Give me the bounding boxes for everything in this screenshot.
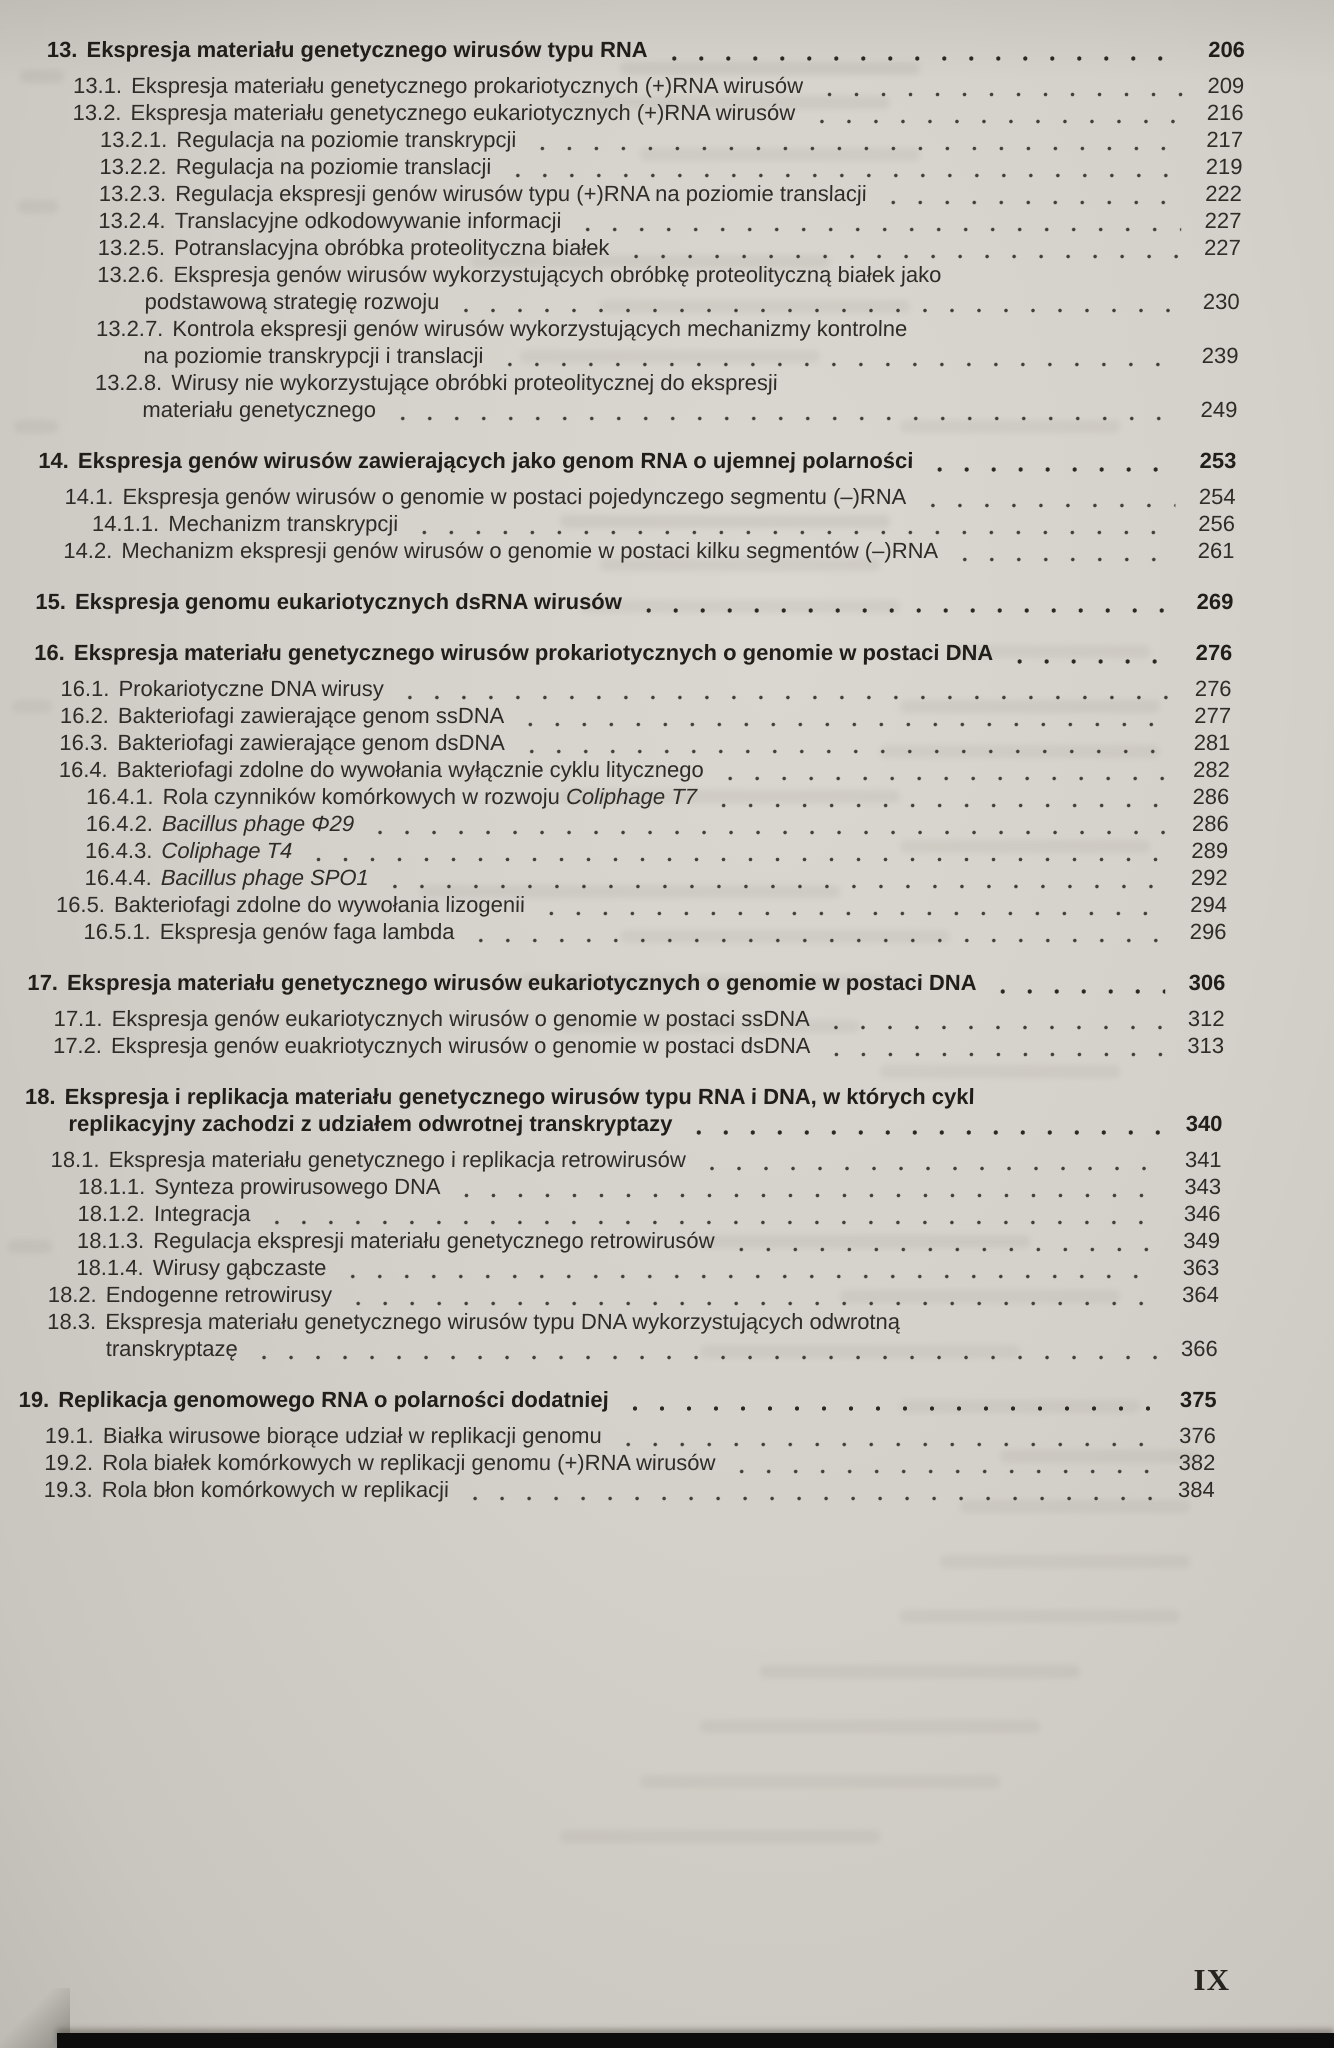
dot-leader (726, 1449, 1155, 1476)
toc-entry (17, 1449, 1216, 1476)
toc-entry (30, 810, 1229, 837)
toc-entry-page: 364 (1181, 1282, 1220, 1307)
toc-entry-number: 14.1.1. (91, 511, 160, 536)
dot-leader (633, 588, 1174, 615)
toc-entry (31, 783, 1230, 810)
toc-entry-number: 18.1.2. (77, 1201, 146, 1226)
dot-leader (261, 1200, 1161, 1227)
dot-leader (814, 72, 1185, 99)
toc-entry-title: Rola błon komórkowych w replikacji (101, 1477, 450, 1502)
toc-entry-page: 261 (1197, 538, 1235, 563)
toc-entry-title: Prokariotyczne DNA wirusy (118, 676, 385, 701)
dot-leader (877, 180, 1182, 207)
dot-leader (806, 99, 1184, 126)
toc-entry-page: 282 (1192, 757, 1231, 782)
toc-entry-number: 18.1.4. (76, 1255, 144, 1280)
dot-leader (612, 1422, 1156, 1449)
dot-leader (249, 1335, 1159, 1362)
toc-entry (30, 837, 1229, 864)
dot-leader (917, 483, 1176, 510)
toc-entry-page: 286 (1191, 811, 1230, 836)
bleedthrough-smudge (700, 1720, 1040, 1733)
toc-entry (27, 969, 1226, 996)
toc-entry-number: 18.3. (47, 1309, 97, 1334)
toc-entry (45, 99, 1244, 126)
toc-entry (41, 288, 1240, 315)
toc-entry-title: Ekspresja materiału genetycznego i replikacja retrowirusów (108, 1147, 687, 1172)
toc-entry-title: materiału genetycznego (142, 397, 377, 422)
toc-entry-title: Regulacja ekspresji genów wirusów typu (+)RNA na poziomie translacji (174, 181, 867, 206)
toc-entry-title: Potranslacyjna obróbka proteolityczna białek (173, 235, 610, 260)
toc-entry-page: 366 (1180, 1336, 1219, 1361)
dot-leader (409, 510, 1175, 537)
toc-entry-page: 343 (1184, 1174, 1222, 1199)
toc-entry (44, 153, 1243, 180)
toc-entry-page: 219 (1205, 154, 1243, 179)
dot-leader (494, 342, 1179, 369)
toc-entry (25, 1083, 1224, 1110)
bleedthrough-smudge (640, 1775, 1000, 1788)
toc-entry (47, 36, 1246, 63)
toc-entry-title: Bakteriofagi zawierające genom ssDNA (117, 703, 505, 728)
toc-entry-page: 269 (1196, 589, 1234, 614)
toc-entry-number: 16.5. (55, 892, 106, 917)
toc-entry-number: 13.2. (72, 100, 122, 125)
dot-leader (337, 1254, 1160, 1281)
toc-entry-page: 341 (1184, 1147, 1222, 1172)
dot-leader (502, 153, 1183, 180)
toc-entry-title: Bacillus phage SPO1 (160, 865, 370, 890)
toc-entry-title: Ekspresja materiału genetycznego wirusów prokariotycznych o genomie w postaci DNA (73, 640, 994, 665)
toc-entry (18, 1386, 1217, 1413)
toc-entry-title: Ekspresja materiału genetycznego prokariotycznych (+)RNA wirusów (130, 73, 804, 98)
toc-entry (43, 234, 1242, 261)
bleedthrough-smudge (900, 1610, 1180, 1623)
toc-entry-number: 14.2. (63, 538, 113, 563)
toc-entry-number: 16.4.3. (84, 838, 153, 863)
toc-entry-title: Mechanizm transkrypcji (168, 511, 399, 536)
dot-leader (460, 1476, 1155, 1503)
dot-leader (658, 36, 1185, 63)
toc-entry-title: Ekspresja i replikacja materiału genetycznego wirusów typu RNA i DNA, w których cykl (64, 1084, 975, 1109)
toc-entry-title: Synteza prowirusowego DNA (154, 1174, 441, 1199)
dot-leader (465, 918, 1167, 945)
toc-entry-number: 16.1. (60, 676, 110, 701)
toc-entry-title: Rola czynników komórkowych w rozwoju Coliphage T7 (162, 784, 698, 809)
toc-entry-title: Wirusy nie wykorzystujące obróbki proteolitycznej do ekspresji (171, 370, 778, 395)
toc-entry-page: 294 (1190, 892, 1228, 917)
toc-entry-title: Translacyjne odkodowywanie informacji (174, 208, 562, 233)
toc-entry-title: Rola białek komórkowych w replikacji genomu (+)RNA wirusów (102, 1450, 716, 1475)
toc-entry-number: 13.2.5. (97, 235, 166, 260)
scan-edge-bar (57, 2033, 1334, 2048)
toc-entry-title: Endogenne retrowirusy (105, 1282, 333, 1307)
toc-entry-page: 216 (1206, 100, 1244, 125)
toc-entry (41, 315, 1240, 342)
dot-leader (450, 288, 1180, 315)
toc-entry (22, 1227, 1221, 1254)
toc-entry-title: Regulacja na poziomie translacji (175, 154, 492, 179)
toc-entry-title: Ekspresja materiału genetycznego wirusów typu RNA (86, 37, 648, 62)
toc-entry-title: Ekspresja materiału genetycznego eukariotycznych (+)RNA wirusów (130, 100, 796, 125)
dot-leader (303, 837, 1168, 864)
toc-entry (44, 180, 1243, 207)
toc-entry-number: 19. (18, 1387, 50, 1412)
toc-entry-number: 16.3. (59, 730, 109, 755)
dot-leader (683, 1110, 1163, 1137)
toc-entry-page: 227 (1203, 235, 1242, 260)
toc-entry-number: 13.1. (72, 73, 123, 98)
toc-entry-page: 313 (1187, 1033, 1225, 1058)
toc-entry-number: 13.2.8. (94, 370, 163, 395)
dot-leader (527, 126, 1183, 153)
toc-entry-number: 19.2. (44, 1450, 94, 1475)
toc-entry (26, 1005, 1225, 1032)
toc-entry (33, 702, 1232, 729)
toc-entry-page: 340 (1185, 1111, 1223, 1136)
toc-entry (40, 369, 1239, 396)
toc-entry-title: Ekspresja genów wirusów wykorzystujących obróbkę proteolityczną białek jako (173, 262, 942, 287)
toc-entry-title: Ekspresja materiału genetycznego wirusów typu DNA wykorzystujących odwrotną (104, 1309, 901, 1334)
toc-entry-title: replikacyjny zachodzi z udziałem odwrotnej transkryptazy (68, 1111, 673, 1136)
toc-entry (35, 588, 1234, 615)
toc-entry (32, 756, 1231, 783)
toc-entry-title: Bakteriofagi zdolne do wywołania wyłącznie cyklu litycznego (116, 757, 705, 782)
toc-entry-page: 276 (1195, 640, 1233, 665)
dot-leader (1004, 639, 1173, 666)
dot-leader (715, 756, 1171, 783)
toc-entry (32, 729, 1231, 756)
page-number-footer: IX (1193, 1962, 1230, 1997)
dot-leader (949, 537, 1175, 564)
toc-entry-page: 256 (1198, 511, 1236, 536)
toc-entry (29, 891, 1228, 918)
toc-entry-page: 222 (1204, 181, 1243, 206)
toc-entry-number: 18.1.1. (77, 1174, 146, 1199)
toc-entry-number: 16.4.2. (85, 811, 154, 836)
toc-entry-number: 16. (34, 640, 66, 665)
toc-entry-number: 16.5.1. (83, 919, 152, 944)
toc-entry-title: Integracja (153, 1201, 251, 1226)
dot-leader (572, 207, 1181, 234)
toc-entry-number: 13.2.3. (98, 181, 167, 206)
dot-leader (343, 1281, 1159, 1308)
toc-entry (42, 261, 1241, 288)
toc-entry-title: Regulacja ekspresji materiału genetycznego retrowirusów (153, 1228, 715, 1253)
dot-leader (697, 1146, 1162, 1173)
toc-entry-title: Wirusy gąbczaste (152, 1255, 327, 1280)
toc-entry (46, 72, 1245, 99)
dot-leader (987, 969, 1165, 996)
toc-entry (40, 342, 1239, 369)
toc-entry (38, 447, 1237, 474)
toc-entry-page: 249 (1200, 397, 1238, 422)
toc-entry-number: 16.2. (59, 703, 110, 728)
bleedthrough-smudge (560, 1830, 880, 1843)
bleedthrough-smudge (760, 1665, 1080, 1678)
toc-entry-title: na poziomie transkrypcji i translacji (143, 343, 484, 368)
toc-entry-page: 230 (1202, 289, 1240, 314)
toc-entry-page: 276 (1194, 676, 1232, 701)
toc-entry-page: 306 (1188, 970, 1226, 995)
toc-entry-title: Ekspresja genów wirusów zawierających jako genom RNA o ujemnej polarności (77, 448, 914, 473)
toc-entry-number: 13.2.1. (99, 127, 168, 152)
toc-entry-title: Ekspresja genów faga lambda (159, 919, 455, 944)
toc-entry-number: 14. (38, 448, 70, 473)
dot-leader (516, 729, 1171, 756)
dot-leader (620, 234, 1181, 261)
toc-entry-number: 13.2.6. (96, 262, 165, 287)
toc-entry-page: 384 (1177, 1477, 1216, 1502)
toc-entry-title: Ekspresja genów eukariotycznych wirusów o genomie w postaci ssDNA (111, 1006, 811, 1031)
toc-entry-page: 253 (1199, 448, 1237, 473)
toc-entry-number: 15. (35, 589, 67, 614)
toc-entry (18, 1422, 1217, 1449)
toc-entry (21, 1254, 1220, 1281)
toc-entry-page: 296 (1189, 919, 1227, 944)
toc-entry-page: 376 (1178, 1423, 1217, 1448)
toc-entry-title: Replikacja genomowego RNA o polarności dodatniej (58, 1387, 610, 1412)
dot-leader (387, 396, 1178, 423)
toc-entry-page: 209 (1207, 73, 1245, 98)
toc-entry (45, 126, 1244, 153)
toc-entry-number: 13. (46, 37, 78, 62)
toc-entry-number: 16.4. (58, 757, 109, 782)
dot-leader (451, 1173, 1161, 1200)
toc-entry-page: 277 (1194, 703, 1232, 728)
toc-entry-title: podstawową strategię rozwoju (144, 289, 440, 314)
toc-entry-page: 281 (1193, 730, 1231, 755)
dot-leader (536, 891, 1168, 918)
dot-leader (821, 1032, 1164, 1059)
toc-entry-page: 346 (1183, 1201, 1221, 1226)
toc-entry-number: 13.2.2. (99, 154, 168, 179)
toc-entry-page: 382 (1178, 1450, 1216, 1475)
toc-entry-title: Coliphage T4 (161, 838, 293, 863)
toc-entry-number: 19.3. (43, 1477, 93, 1502)
dot-leader (924, 447, 1177, 474)
dot-leader (515, 702, 1171, 729)
toc-entry-number: 17. (27, 970, 59, 995)
toc-entry (37, 510, 1236, 537)
toc-entry-page: 349 (1183, 1228, 1221, 1253)
toc-entry (36, 537, 1235, 564)
toc-entry-title: Kontrola ekspresji genów wirusów wykorzystujących mechanizmy kontrolne (172, 316, 908, 341)
toc-entry-title: Mechanizm ekspresji genów wirusów o genomie w postaci kilku segmentów (–)RNA (121, 538, 939, 563)
toc-entry-title: Bakteriofagi zdolne do wywołania lizogenii (113, 892, 526, 917)
toc-entry (39, 396, 1238, 423)
toc-entry-number: 18.2. (47, 1282, 98, 1307)
dot-leader (619, 1386, 1156, 1413)
toc-entry-number: 19.1. (44, 1423, 95, 1448)
toc-entry-number: 13.2.7. (95, 316, 164, 341)
toc-entry-page: 289 (1191, 838, 1229, 863)
toc-entry (19, 1335, 1218, 1362)
toc-entry-title: Ekspresja genomu eukariotycznych dsRNA wirusów (74, 589, 623, 614)
toc-entry-page: 375 (1179, 1387, 1217, 1412)
toc-entry (17, 1476, 1216, 1503)
toc-entry-number: 16.4.4. (84, 865, 153, 890)
toc-entry-number: 18. (24, 1084, 56, 1109)
toc-entry-page: 239 (1201, 343, 1239, 368)
toc-entry-number: 17.2. (52, 1033, 103, 1058)
toc-entry-title: Ekspresja materiału genetycznego wirusów eukariotycznych o genomie w postaci DNA (66, 970, 977, 995)
toc-entry-title: Regulacja na poziomie transkrypcji (176, 127, 517, 152)
dot-leader (821, 1005, 1165, 1032)
toc-entry (29, 864, 1228, 891)
toc-entry-title: Ekspresja genów euakriotycznych wirusów o genomie w postaci dsDNA (110, 1033, 811, 1058)
toc-entry-number: 16.4.1. (86, 784, 154, 809)
dot-leader (725, 1227, 1160, 1254)
toc-entry-title: Bacillus phage Φ29 (161, 811, 355, 836)
toc-entry (34, 639, 1233, 666)
toc-entry (26, 1032, 1225, 1059)
toc-entry-number: 18.1.3. (76, 1228, 145, 1253)
toc-entry (28, 918, 1227, 945)
toc-entry-number: 14.1. (64, 484, 114, 509)
toc-entry-page: 286 (1192, 784, 1230, 809)
toc-entry (20, 1308, 1219, 1335)
dot-leader (380, 864, 1168, 891)
toc-entry (23, 1173, 1222, 1200)
toc-entry-title: Bakteriofagi zawierające genom dsDNA (117, 730, 506, 755)
toc-entry (37, 483, 1236, 510)
toc-entry (23, 1146, 1222, 1173)
toc-entry-number: 18.1. (50, 1147, 100, 1172)
dot-leader (708, 783, 1170, 810)
toc-entry-title: transkryptazę (105, 1336, 239, 1361)
toc-entry-page: 227 (1204, 208, 1242, 233)
toc-entry-number: 13.2.4. (98, 208, 166, 233)
toc-entry-page: 312 (1187, 1006, 1225, 1031)
toc-entry (24, 1110, 1223, 1137)
toc-entry-page: 217 (1206, 127, 1244, 152)
dot-leader (395, 675, 1172, 702)
toc-entry (22, 1200, 1221, 1227)
toc-entry-number: 17.1. (53, 1006, 103, 1031)
toc-entry-page: 292 (1190, 865, 1228, 890)
toc-entry (21, 1281, 1220, 1308)
toc-entry-title: Ekspresja genów wirusów o genomie w postaci pojedynczego segmentu (–)RNA (122, 484, 907, 509)
toc-entry-page: 363 (1182, 1255, 1220, 1280)
toc-entry-title: Białka wirusowe biorące udział w replikacji genomu (102, 1423, 603, 1448)
toc-entry-page: 206 (1207, 37, 1246, 62)
dot-leader (365, 810, 1169, 837)
bleedthrough-smudge (940, 1555, 1190, 1568)
toc-entry (33, 675, 1232, 702)
toc-entry (43, 207, 1242, 234)
toc-entry-page: 254 (1198, 484, 1236, 509)
